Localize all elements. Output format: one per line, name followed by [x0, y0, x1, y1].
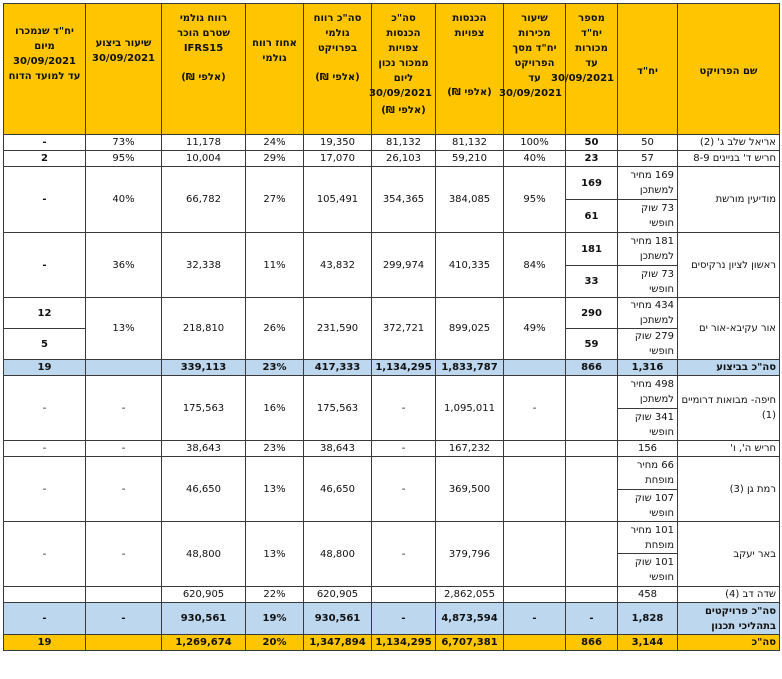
cell-ifrs: 930,561	[162, 603, 246, 635]
col-units: יח"ד	[618, 4, 678, 135]
unit-label: (אלפי ₪)	[447, 87, 492, 98]
projects-table	[3, 3, 780, 651]
project-name: חריש ד' בניינים 8-9	[678, 151, 780, 167]
cell-exec: -	[86, 457, 162, 522]
cell-recognized: 81,132	[372, 135, 436, 151]
cell-since: 2	[4, 151, 86, 167]
cell-recognized: -	[372, 457, 436, 522]
cell-rate	[504, 441, 566, 457]
project-name: שדה דב (4)	[678, 587, 780, 603]
cell-since: -	[4, 522, 86, 587]
table-row	[4, 135, 780, 151]
cell-since: -	[4, 457, 86, 522]
cell-ifrs: 46,650	[162, 457, 246, 522]
project-name: באר יעקב	[678, 522, 780, 587]
cell-rate: 49%	[504, 298, 566, 360]
cell-units-sub: 498 מחיר למשתכן	[618, 376, 678, 409]
cell-ifrs: 32,338	[162, 233, 246, 298]
col-sold-since: יח"ד שנמכרו מיום 30/09/2021 עד למועד הדוח	[4, 4, 86, 135]
cell-rate: -	[504, 376, 566, 441]
cell-profit: 105,491	[304, 167, 372, 233]
cell-recognized: 299,974	[372, 233, 436, 298]
cell-sold: 866	[566, 635, 618, 651]
cell-expected: 1,095,011	[436, 376, 504, 441]
cell-sold: 50	[566, 135, 618, 151]
cell-exec: 36%	[86, 233, 162, 298]
cell-units-sub: 434 מחיר למשתכן	[618, 298, 678, 329]
cell-recognized: 372,721	[372, 298, 436, 360]
cell-units-sub: 73 שוק חופשי	[618, 266, 678, 298]
cell-since: 19	[4, 360, 86, 376]
cell-exec: -	[86, 376, 162, 441]
table-row	[4, 457, 780, 490]
cell-since: -	[4, 376, 86, 441]
cell-margin: 26%	[246, 298, 304, 360]
cell-units: 57	[618, 151, 678, 167]
cell-recognized: 1,134,295	[372, 360, 436, 376]
cell-since: -	[4, 233, 86, 298]
col-expected-revenue	[436, 4, 504, 135]
project-name: מודיעין מורשת	[678, 167, 780, 233]
cell-since: -	[4, 167, 86, 233]
cell-margin: 23%	[246, 360, 304, 376]
cell-profit: 19,350	[304, 135, 372, 151]
table-row	[4, 233, 780, 266]
cell-since: 19	[4, 635, 86, 651]
project-name: רמת גן (3)	[678, 457, 780, 522]
cell-units: 156	[618, 441, 678, 457]
cell-exec: 13%	[86, 298, 162, 360]
cell-margin: 16%	[246, 376, 304, 441]
cell-since: 12	[4, 298, 86, 329]
cell-sold: 169	[566, 167, 618, 200]
cell-margin: 29%	[246, 151, 304, 167]
cell-rate: 40%	[504, 151, 566, 167]
cell-ifrs: 66,782	[162, 167, 246, 233]
cell-sold: 866	[566, 360, 618, 376]
subtotal-label: סה"כ פרויקטים בתהליכי תכנון	[678, 603, 780, 635]
cell-margin: 23%	[246, 441, 304, 457]
cell-ifrs: 38,643	[162, 441, 246, 457]
table-row	[4, 441, 780, 457]
cell-sold: -	[566, 603, 618, 635]
cell-ifrs: 175,563	[162, 376, 246, 441]
cell-expected: 6,707,381	[436, 635, 504, 651]
table-row	[4, 151, 780, 167]
header-row	[4, 4, 780, 135]
col-recognized-revenue	[369, 4, 436, 135]
cell-units-sub: 101 שוק חופשי	[618, 554, 678, 587]
cell-expected: 369,500	[436, 457, 504, 522]
col-gross-profit-title: סה"כ רווח גולמי בפרויקט	[313, 13, 362, 54]
cell-exec: 95%	[86, 151, 162, 167]
cell-since	[4, 587, 86, 603]
cell-units: 458	[618, 587, 678, 603]
cell-exec: -	[86, 603, 162, 635]
col-ifrs-profit	[162, 4, 246, 135]
cell-expected: 379,796	[436, 522, 504, 587]
cell-exec	[86, 587, 162, 603]
cell-rate: 100%	[504, 135, 566, 151]
cell-since: -	[4, 441, 86, 457]
cell-sold: 59	[566, 329, 618, 360]
cell-profit: 620,905	[304, 587, 372, 603]
table-row	[4, 587, 780, 603]
cell-margin: 19%	[246, 603, 304, 635]
cell-sold: 61	[566, 200, 618, 233]
cell-profit: 46,650	[304, 457, 372, 522]
cell-ifrs: 11,178	[162, 135, 246, 151]
cell-since: -	[4, 603, 86, 635]
cell-expected: 4,873,594	[436, 603, 504, 635]
col-gross-margin: אחוז רווח גולמי	[246, 4, 304, 135]
cell-since: -	[4, 135, 86, 151]
total-label: סה"כ	[678, 635, 780, 651]
table-row	[4, 522, 780, 554]
cell-units-sub: 101 מחיר מופחת	[618, 522, 678, 554]
cell-expected: 410,335	[436, 233, 504, 298]
cell-recognized: -	[372, 441, 436, 457]
total-row	[4, 635, 780, 651]
unit-label: (אלפי ₪)	[181, 72, 226, 83]
col-execution-rate: שיעור ביצוע 30/09/2021	[86, 4, 162, 135]
col-expected-revenue-title: הכנסות צפויות	[452, 13, 487, 39]
cell-expected: 167,232	[436, 441, 504, 457]
subtotal-row-execution	[4, 360, 780, 376]
cell-profit: 175,563	[304, 376, 372, 441]
cell-sold: 33	[566, 266, 618, 298]
unit-label: (אלפי ₪)	[381, 105, 426, 116]
col-sales-rate: שיעור מכירות יח"ד מסך הפרויקט עד 30/09/2021	[504, 4, 566, 135]
cell-units-sub: 279 שוק חופשי	[618, 329, 678, 360]
cell-sold	[566, 587, 618, 603]
cell-margin: 22%	[246, 587, 304, 603]
cell-profit: 48,800	[304, 522, 372, 587]
cell-recognized: 354,365	[372, 167, 436, 233]
cell-expected: 899,025	[436, 298, 504, 360]
cell-profit: 38,643	[304, 441, 372, 457]
cell-recognized: 26,103	[372, 151, 436, 167]
cell-units-sub: 341 שוק חופשי	[618, 409, 678, 441]
subtotal-label: סה"כ בביצוע	[678, 360, 780, 376]
cell-expected: 384,085	[436, 167, 504, 233]
cell-rate	[504, 360, 566, 376]
cell-expected: 2,862,055	[436, 587, 504, 603]
cell-units-sub: 169 מחיר למשתכן	[618, 167, 678, 200]
cell-units: 1,828	[618, 603, 678, 635]
cell-exec: 40%	[86, 167, 162, 233]
cell-exec	[86, 635, 162, 651]
cell-sold	[566, 376, 618, 441]
project-name: אור עקיבא-אור ים	[678, 298, 780, 360]
cell-units: 1,316	[618, 360, 678, 376]
cell-ifrs: 218,810	[162, 298, 246, 360]
cell-profit: 417,333	[304, 360, 372, 376]
cell-exec: -	[86, 522, 162, 587]
table-row	[4, 376, 780, 409]
cell-ifrs: 48,800	[162, 522, 246, 587]
cell-sold	[566, 457, 618, 522]
cell-rate: 84%	[504, 233, 566, 298]
cell-sold	[566, 522, 618, 587]
project-name: חריש ה', ו'	[678, 441, 780, 457]
cell-recognized: -	[372, 522, 436, 587]
cell-units-sub: 66 מחיר מופחת	[618, 457, 678, 490]
subtotal-row-planning	[4, 603, 780, 635]
project-name: חיפה- מבואות דרומיים (1)	[678, 376, 780, 441]
cell-recognized	[372, 587, 436, 603]
cell-ifrs: 339,113	[162, 360, 246, 376]
col-sold-units: מספר יח"ד מכורות עד 30/09/2021	[566, 4, 618, 135]
cell-profit: 930,561	[304, 603, 372, 635]
cell-margin: 24%	[246, 135, 304, 151]
col-gross-profit	[304, 4, 372, 135]
cell-sold: 181	[566, 233, 618, 266]
cell-sold: 290	[566, 298, 618, 329]
cell-exec	[86, 360, 162, 376]
cell-ifrs: 1,269,674	[162, 635, 246, 651]
cell-rate: -	[504, 603, 566, 635]
project-name: אריאל שלב ג' (2)	[678, 135, 780, 151]
cell-margin: 11%	[246, 233, 304, 298]
cell-recognized: -	[372, 603, 436, 635]
cell-rate	[504, 522, 566, 587]
cell-margin: 20%	[246, 635, 304, 651]
cell-profit: 43,832	[304, 233, 372, 298]
cell-expected: 81,132	[436, 135, 504, 151]
cell-expected: 59,210	[436, 151, 504, 167]
col-ifrs-profit-title: רווח גולמי שטרם הוכר IFRS15	[177, 13, 230, 54]
col-project-name: שם הפרויקט	[678, 4, 780, 135]
cell-since: 5	[4, 329, 86, 360]
cell-exec: -	[86, 441, 162, 457]
cell-units-sub: 107 שוק חופשי	[618, 490, 678, 522]
project-name: ראשון לציון נרקיסים	[678, 233, 780, 298]
cell-rate: 95%	[504, 167, 566, 233]
cell-recognized: -	[372, 376, 436, 441]
col-recognized-revenue-title: סה"כ הכנסות צפויות ממכור נכון ליום 30/09/2021	[369, 13, 432, 99]
cell-sold	[566, 441, 618, 457]
cell-margin: 13%	[246, 457, 304, 522]
cell-rate	[504, 457, 566, 522]
cell-units-sub: 73 שוק חופשי	[618, 200, 678, 233]
cell-margin: 13%	[246, 522, 304, 587]
cell-rate	[504, 587, 566, 603]
cell-margin: 27%	[246, 167, 304, 233]
cell-units: 3,144	[618, 635, 678, 651]
cell-sold: 23	[566, 151, 618, 167]
cell-units-sub: 181 מחיר למשתכן	[618, 233, 678, 266]
cell-exec: 73%	[86, 135, 162, 151]
cell-units: 50	[618, 135, 678, 151]
cell-recognized: 1,134,295	[372, 635, 436, 651]
cell-expected: 1,833,787	[436, 360, 504, 376]
cell-ifrs: 10,004	[162, 151, 246, 167]
cell-ifrs: 620,905	[162, 587, 246, 603]
cell-profit: 17,070	[304, 151, 372, 167]
cell-profit: 231,590	[304, 298, 372, 360]
table-row	[4, 298, 780, 329]
table-row	[4, 167, 780, 200]
unit-label: (אלפי ₪)	[315, 72, 360, 83]
cell-profit: 1,347,894	[304, 635, 372, 651]
cell-rate	[504, 635, 566, 651]
